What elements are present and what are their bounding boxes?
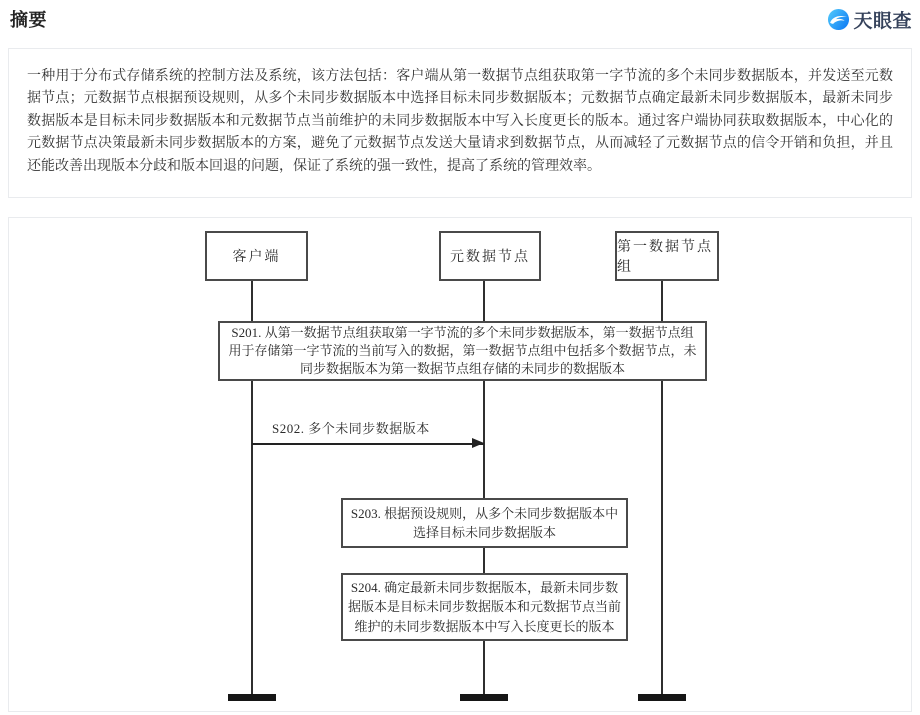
step-text: S204. 确定最新未同步数据版本，最新未同步数据版本是目标未同步数据版本和元数据节点当前维护的未同步数据版本中写入长度更长的版本 <box>348 579 622 634</box>
sequence-diagram <box>9 218 911 711</box>
actor-label: 元数据节点 <box>450 250 530 265</box>
section-header <box>0 0 920 42</box>
step-box-s204 <box>341 573 628 641</box>
step-text: S203. 根据预设规则，从多个未同步数据版本中选择目标未同步数据版本 <box>350 506 619 540</box>
abstract-text: 一种用于分布式存储系统的控制方法及系统，该方法包括：客户端从第一数据节点组获取第一字节流的多个未同步数据版本，并发送至元数据节点；元数据节点根据预设规则，从多个未同步数据版本中选择目标未同步数据版本；元数据节点确定最新未同步数据版本，最新未同步数据版本是目标未同步数据版本和元数据节点当前维护的未同步数据版本中写入长度更长的版本。通过客户端协同获取数据版本，中心化的元数据节点决策最新未同步数据版本的方案，避免了元数据节点发送大量请求到数据节点，从而减轻了元数据节点的信令开销和负担，并且还能改善出现版本分歧和版本回退的问题，保证了系统的强一致性，提高了系统的管理效率。 <box>27 67 893 173</box>
message-label-s202: S202. 多个未同步数据版本 <box>272 421 430 436</box>
abstract-panel <box>8 48 912 198</box>
actor-box-client <box>205 231 308 281</box>
actor-box-first-data-node-group <box>615 231 719 281</box>
actor-box-metadata-node <box>439 231 541 281</box>
actor-label: 客户端 <box>232 250 281 265</box>
page-title: 摘要 <box>10 10 47 30</box>
step-box-s201 <box>218 321 707 381</box>
step-text: S201. 从第一数据节点组获取第一字节流的多个未同步数据版本，第一数据节点组用于存储第一字节流的当前写入的数据，第一数据节点组中包括多个数据节点，未同步数据版本为第一数据节点组存储的未同步的数据版本 <box>228 325 697 376</box>
tianyancha-eye-icon <box>827 8 850 31</box>
tianyancha-logo[interactable] <box>827 7 912 31</box>
message-arrow-line-s202 <box>252 443 484 445</box>
arrowhead-right-icon <box>472 438 484 448</box>
lifeline-end-bar-client <box>228 694 276 701</box>
step-box-s203 <box>341 498 628 548</box>
patent-figure-panel <box>8 217 912 712</box>
actor-label: 第一数据节点组 <box>617 240 713 275</box>
tianyancha-logo-text: 天眼查 <box>853 10 912 32</box>
lifeline-end-bar-first-data-node-group <box>638 694 686 701</box>
lifeline-end-bar-metadata-node <box>460 694 508 701</box>
